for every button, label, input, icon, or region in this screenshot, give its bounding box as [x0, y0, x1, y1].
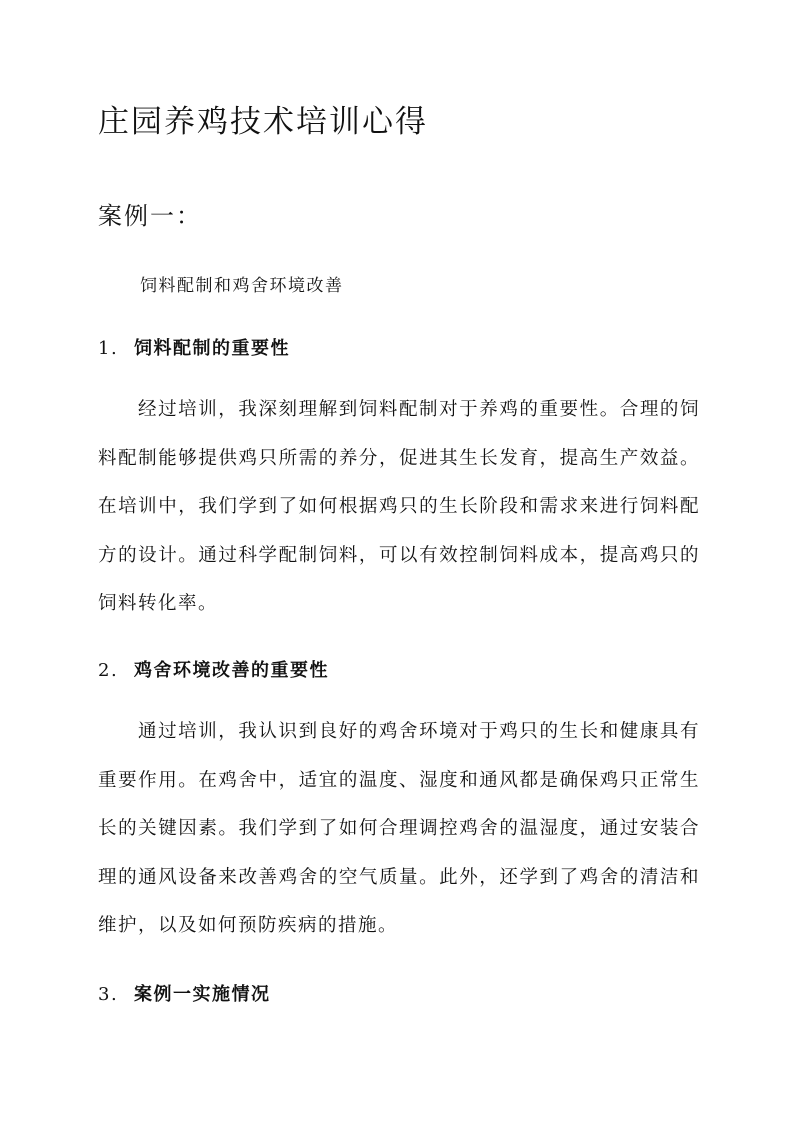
- section-heading-2: [98, 656, 329, 682]
- section-paragraph-1: 经过培训，我深刻理解到饲料配制对于养鸡的重要性。合理的饲料配制能够提供鸡只所需的养分，促进其生长发育，提高生产效益。在培训中，我们学到了如何根据鸡只的生长阶段和需求来进行饲料配方的设计。通过科学配制饲料，可以有效控制饲料成本，提高鸡只的饲料转化率。: [98, 399, 700, 614]
- section-heading-text: 案例一实施情况: [134, 984, 271, 1005]
- section-heading-1: [98, 334, 290, 360]
- section-heading-3: [98, 980, 271, 1006]
- section-paragraph-2: 通过培训，我认识到良好的鸡舍环境对于鸡只的生长和健康具有重要作用。在鸡舍中，适宜的温度、湿度和通风都是确保鸡只正常生长的关键因素。我们学到了如何合理调控鸡舍的温湿度，通过安装合理的通风设备来改善鸡舍的空气质量。此外，还学到了鸡舍的清洁和维护，以及如何预防疾病的措施。: [98, 721, 700, 936]
- section-number: 2.: [98, 660, 119, 681]
- case-heading: 案例一：: [98, 202, 202, 230]
- section-heading-text: 鸡舍环境改善的重要性: [134, 660, 329, 681]
- section-heading-text: 饲料配制的重要性: [134, 338, 290, 359]
- section-number: 1.: [98, 338, 119, 359]
- document-title: 庄园养鸡技术培训心得: [98, 104, 428, 140]
- case-subtitle: 饲料配制和鸡舍环境改善: [140, 276, 344, 296]
- section-number: 3.: [98, 984, 119, 1005]
